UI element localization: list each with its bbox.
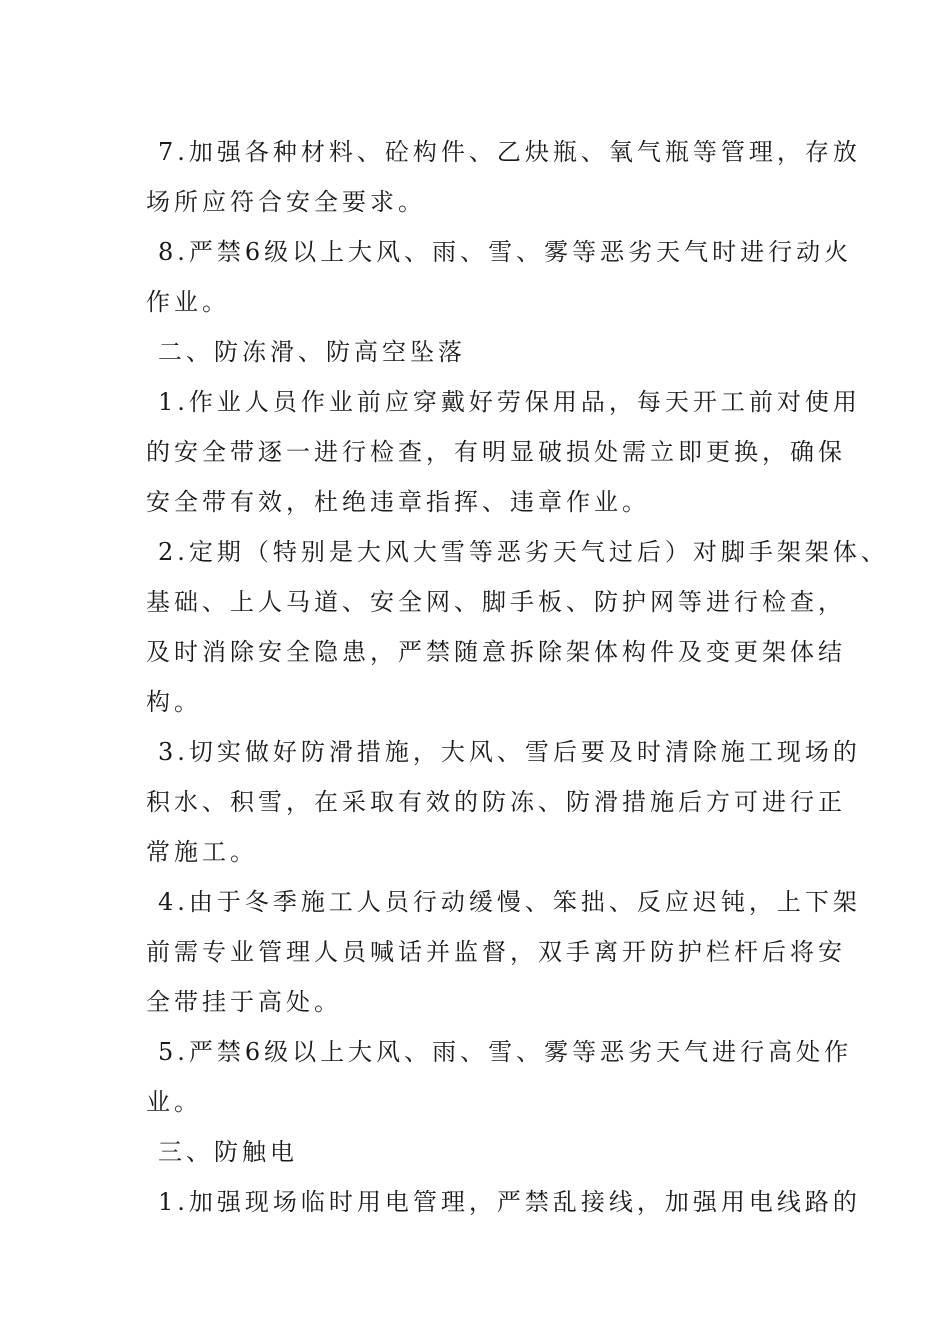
text-line: 1.作业人员作业前应穿戴好劳保用品，每天开工前对使用 (158, 388, 861, 416)
text-line: 作业。 (146, 288, 230, 316)
text-line: 及时消除安全隐患，严禁随意拆除架体构件及变更架体结 (146, 638, 846, 666)
text-line: 前需专业管理人员喊话并监督，双手离开防护栏杆后将安 (146, 938, 846, 966)
text-line: 安全带有效，杜绝违章指挥、违章作业。 (146, 488, 650, 516)
section-heading: 二、防冻滑、防高空坠落 (158, 338, 466, 366)
text-line: 积水、积雪，在采取有效的防冻、防滑措施后方可进行正 (146, 788, 846, 816)
section-heading: 三、防触电 (158, 1138, 298, 1166)
text-line: 7.加强各种材料、砼构件、乙炔瓶、氧气瓶等管理，存放 (158, 138, 861, 166)
text-line: 1.加强现场临时用电管理，严禁乱接线，加强用电线路的 (158, 1188, 861, 1216)
text-line: 基础、上人马道、安全网、脚手板、防护网等进行检查， (146, 588, 846, 616)
text-line: 场所应符合安全要求。 (146, 188, 426, 216)
text-line: 构。 (146, 688, 202, 716)
text-line: 8.严禁6级以上大风、雨、雪、雾等恶劣天气时进行动火 (158, 238, 853, 266)
text-line: 3.切实做好防滑措施，大风、雪后要及时清除施工现场的 (158, 738, 861, 766)
text-line: 业。 (146, 1088, 202, 1116)
text-line: 2.定期（特别是大风大雪等恶劣天气过后）对脚手架架体、 (158, 538, 889, 566)
text-line: 的安全带逐一进行检查，有明显破损处需立即更换，确保 (146, 438, 846, 466)
text-line: 常施工。 (146, 838, 258, 866)
text-line: 5.严禁6级以上大风、雨、雪、雾等恶劣天气进行高处作 (158, 1038, 853, 1066)
text-line: 全带挂于高处。 (146, 988, 342, 1016)
text-line: 4.由于冬季施工人员行动缓慢、笨拙、反应迟钝，上下架 (158, 888, 861, 916)
